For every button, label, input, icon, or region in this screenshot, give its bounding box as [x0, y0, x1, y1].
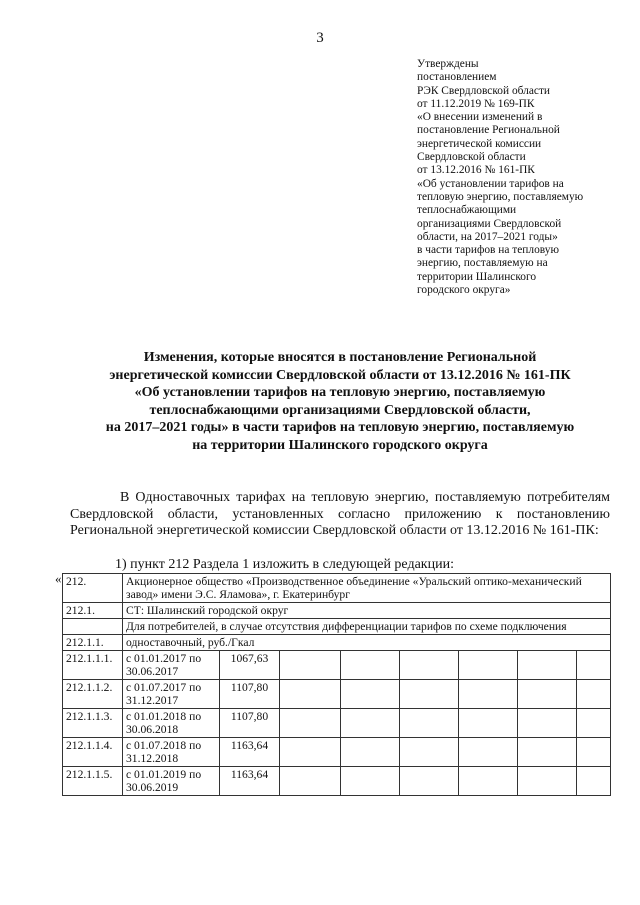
title-line: на территории Шалинского городского округа	[192, 437, 488, 453]
row-number: 212.1.1.	[63, 635, 123, 651]
period-cell: с 01.07.2018 по 31.12.2018	[123, 738, 220, 767]
table-row	[63, 619, 611, 635]
table-row	[63, 709, 611, 738]
approval-line: теплоснабжающими	[417, 204, 517, 217]
empty-cell	[577, 767, 611, 796]
approval-line: городского округа»	[417, 284, 511, 297]
approval-line: «Об установлении тарифов на	[417, 177, 564, 190]
title-line: энергетической комиссии Свердловской области от 13.12.2016 № 161-ПК	[109, 367, 571, 383]
row-number: 212.1.1.5.	[63, 767, 123, 796]
title-line: «Об установлении тарифов на тепловую энергию, поставляемую	[134, 385, 546, 400]
approval-line: области, на 2017–2021 годы»	[417, 230, 558, 243]
approval-line: организациями Свердловской	[417, 217, 562, 230]
empty-cell	[577, 651, 611, 680]
empty-cell	[280, 651, 341, 680]
table-row	[63, 574, 611, 603]
empty-cell	[280, 680, 341, 709]
table-row	[63, 767, 611, 796]
empty-cell	[280, 709, 341, 738]
empty-cell	[518, 680, 577, 709]
approval-line: энергетической комиссии	[417, 137, 542, 150]
empty-cell	[400, 651, 459, 680]
period-cell: с 01.01.2019 по 30.06.2019	[123, 767, 220, 796]
row-number: 212.1.1.4.	[63, 738, 123, 767]
empty-cell	[341, 651, 400, 680]
empty-cell	[518, 767, 577, 796]
empty-cell	[400, 709, 459, 738]
tariff-value: 1107,80	[220, 709, 280, 738]
empty-cell	[459, 651, 518, 680]
approval-line: энергию, поставляемую на	[417, 257, 548, 270]
empty-cell	[400, 738, 459, 767]
empty-cell	[341, 709, 400, 738]
tariff-value: 1163,64	[220, 738, 280, 767]
title-line: на 2017–2021 годы» в части тарифов на тепловую энергию, поставляемую	[105, 420, 575, 435]
empty-cell	[518, 738, 577, 767]
page-number: 3	[316, 30, 324, 46]
empty-cell	[577, 680, 611, 709]
table-row	[63, 635, 611, 651]
empty-cell	[400, 680, 459, 709]
empty-cell	[341, 767, 400, 796]
approval-line: Свердловской области	[417, 151, 526, 164]
row-number: 212.1.1.3.	[63, 709, 123, 738]
intro-paragraph: В Одноставочных тарифах на тепловую энергию, поставляемую потребителям Свердловской области, установленных согласно приложению к постановлению Региональной энергетической комиссии Свердловской области от 13.12.2016 № 161-ПК:	[70, 490, 610, 538]
empty-cell	[280, 738, 341, 767]
territory-name: СТ: Шалинский городской округ	[123, 603, 611, 619]
empty-cell	[518, 651, 577, 680]
empty-cell	[400, 767, 459, 796]
document-title	[70, 349, 610, 454]
tariff-table	[62, 573, 611, 796]
approval-line: от 11.12.2019 № 169-ПК	[417, 97, 535, 110]
approval-line: постановление Региональной	[417, 124, 560, 137]
title-line: Изменения, которые вносятся в постановление Региональной	[143, 350, 537, 365]
row-number: 212.	[63, 574, 123, 603]
approval-line: тепловую энергию, поставляемую	[417, 190, 584, 203]
period-cell: с 01.01.2017 по 30.06.2017	[123, 651, 220, 680]
table-row	[63, 680, 611, 709]
row-number: 212.1.1.1.	[63, 651, 123, 680]
tariff-value: 1107,80	[220, 680, 280, 709]
row-number: 212.1.	[63, 603, 123, 619]
empty-cell	[459, 680, 518, 709]
table-row	[63, 603, 611, 619]
empty-cell	[341, 680, 400, 709]
tariff-value: 1067,63	[220, 651, 280, 680]
organization-name: Акционерное общество «Производственное объединение «Уральский оптико-механический завод» имени Э.С. Яламова», г. Екатеринбург	[123, 574, 611, 603]
approval-line: РЭК Свердловской области	[417, 84, 551, 97]
approval-line: «О внесении изменений в	[417, 111, 543, 124]
opening-quote: «	[55, 571, 62, 586]
approval-block	[417, 58, 617, 297]
empty-cell	[459, 738, 518, 767]
period-cell: с 01.07.2017 по 31.12.2017	[123, 680, 220, 709]
empty-cell	[518, 709, 577, 738]
period-cell: с 01.01.2018 по 30.06.2018	[123, 709, 220, 738]
approval-line: постановлением	[417, 71, 497, 84]
approval-line: территории Шалинского	[417, 270, 537, 283]
row-number-empty	[63, 619, 123, 635]
empty-cell	[459, 709, 518, 738]
table-row	[63, 738, 611, 767]
tariff-value: 1163,64	[220, 767, 280, 796]
empty-cell	[577, 709, 611, 738]
approval-line: от 13.12.2016 № 161-ПК	[417, 164, 535, 177]
approval-line: в части тарифов на тепловую	[417, 244, 559, 257]
empty-cell	[577, 738, 611, 767]
consumer-description: Для потребителей, в случае отсутствия дифференциации тарифов по схеме подключения	[123, 619, 611, 635]
table-row	[63, 651, 611, 680]
empty-cell	[280, 767, 341, 796]
approval-line: Утверждены	[417, 58, 479, 70]
item-line: 1) пункт 212 Раздела 1 изложить в следующей редакции:	[115, 557, 454, 572]
empty-cell	[341, 738, 400, 767]
tariff-type: одноставочный, руб./Гкал	[123, 635, 611, 651]
row-number: 212.1.1.2.	[63, 680, 123, 709]
body-text	[70, 490, 610, 540]
title-line: теплоснабжающими организациями Свердловской области,	[149, 402, 531, 418]
empty-cell	[459, 767, 518, 796]
